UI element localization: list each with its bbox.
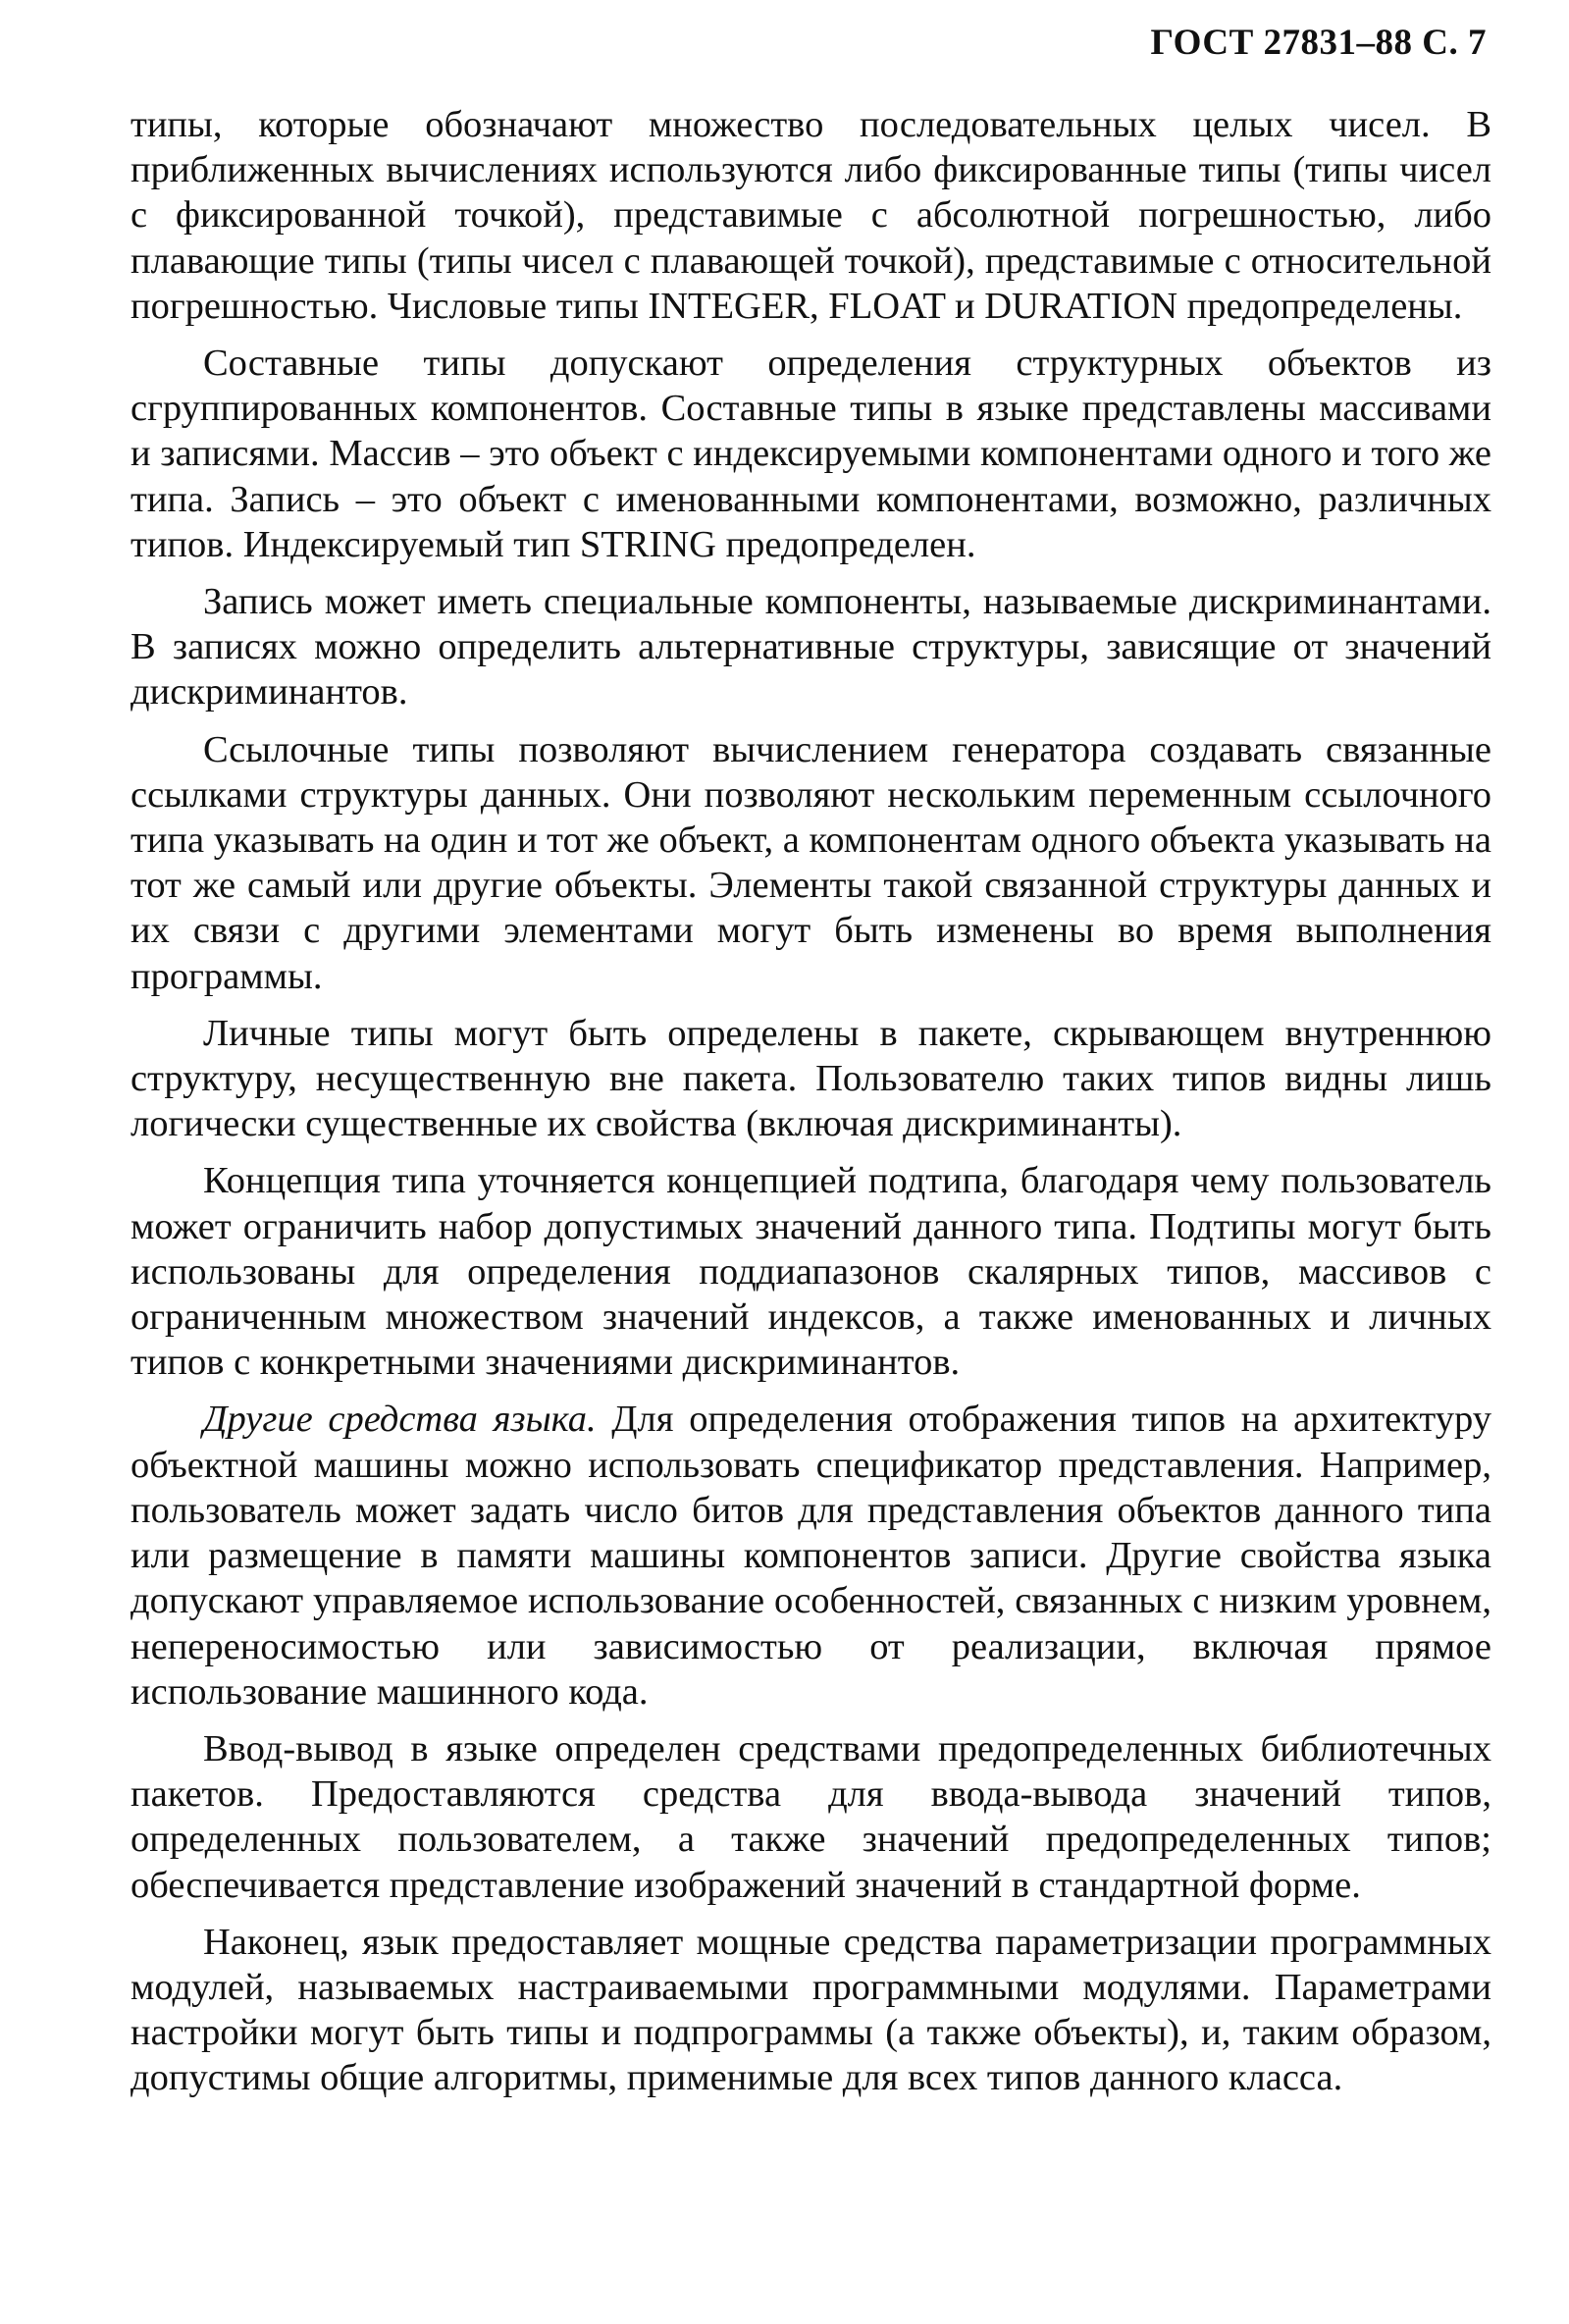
- paragraph-8-text: Ввод-вывод в языке определен средствами предопределенных библиотечных пакетов. Предоставляются средства для ввода-вывода значений типов, определенных пользователем, а также значений предопределенных типов; обеспечивается представление изображений значений в стандартной форме.: [131, 1727, 1491, 1906]
- running-head: ГОСТ 27831–88 С. 7: [1150, 23, 1487, 63]
- paragraph-3-text: Запись может иметь специальные компоненты, называемые дискриминантами. В записях можно определить альтернативные структуры, зависящие от значений дискриминантов.: [131, 581, 1491, 713]
- paragraph-4: [131, 727, 1491, 999]
- paragraph-6-text: Концепция типа уточняется концепцией подтипа, благодаря чему пользователь может ограничить набор допустимых значений данного типа. Подтипы могут быть использованы для определения поддиапазонов скалярных типов, массивов с ограниченным множеством значений индексов, а также именованных и личных типов с конкретными значениями дискриминантов.: [131, 1160, 1491, 1384]
- paragraph-1-text: типы, которые обозначают множество последовательных целых чисел. В приближенных вычислениях используются либо фиксированные типы (типы чисел с фиксированной точкой), представимые с абсолютной погрешностью, либо плавающие типы (типы чисел с плавающей точкой), представимые с относительной погрешностью. Числовые типы INTEGER, FLOAT и DURATION предопределены.: [131, 104, 1491, 327]
- paragraph-2-text: Составные типы допускают определения структурных объектов из сгруппированных компонентов. Составные типы в языке представлены массивами и записями. Массив – это объект с индексируемыми компонентами одного и того же типа. Запись – это объект с именованными компонентами, возможно, различных типов. Индексируемый тип STRING предопределен.: [131, 343, 1491, 565]
- paragraph-8: [131, 1726, 1491, 1908]
- paragraph-7: [131, 1397, 1491, 1714]
- paragraph-9: [131, 1920, 1491, 2101]
- paragraph-5-text: Личные типы могут быть определены в пакете, скрывающем внутреннюю структуру, несущественную вне пакета. Пользователю таких типов видны лишь логически существенные их свойства (включая дискриминанты).: [131, 1012, 1491, 1145]
- paragraph-9-text: Наконец, язык предоставляет мощные средства параметризации программных модулей, называемых настраиваемыми программными модулями. Параметрами настройки могут быть типы и подпрограммы (а также объекты), и, таким образом, допустимы общие алгоритмы, применимые для всех типов данного класса.: [131, 1921, 1491, 2099]
- paragraph-2: [131, 341, 1491, 567]
- paragraph-5: [131, 1011, 1491, 1147]
- body-text: [131, 102, 1491, 2101]
- paragraph-4-text: Ссылочные типы позволяют вычислением генератора создавать связанные ссылками структуры данных. Они позволяют нескольким переменным ссылочного типа указывать на один и тот же объект, а компонентам одного объекта указывать на тот же самый или другие объекты. Элементы такой связанной структуры данных и их связи с другими элементами могут быть изменены во время выполнения программы.: [131, 728, 1491, 997]
- paragraph-3: [131, 579, 1491, 715]
- paragraph-6: [131, 1158, 1491, 1385]
- paragraph-7-text: Для определения отображения типов на архитектуру объектной машины можно использовать спецификатор представления. Например, пользователь может задать число битов для представления объектов данного типа или размещение в памяти машины компонентов записи. Другие свойства языка допускают управляемое использование особенностей, связанных с низким уровнем, непереносимостью или зависимостью от реализации, включая прямое использование машинного кода.: [131, 1399, 1491, 1713]
- paragraph-1: [131, 102, 1491, 329]
- section-lead-italic: Другие средства языка.: [203, 1399, 597, 1441]
